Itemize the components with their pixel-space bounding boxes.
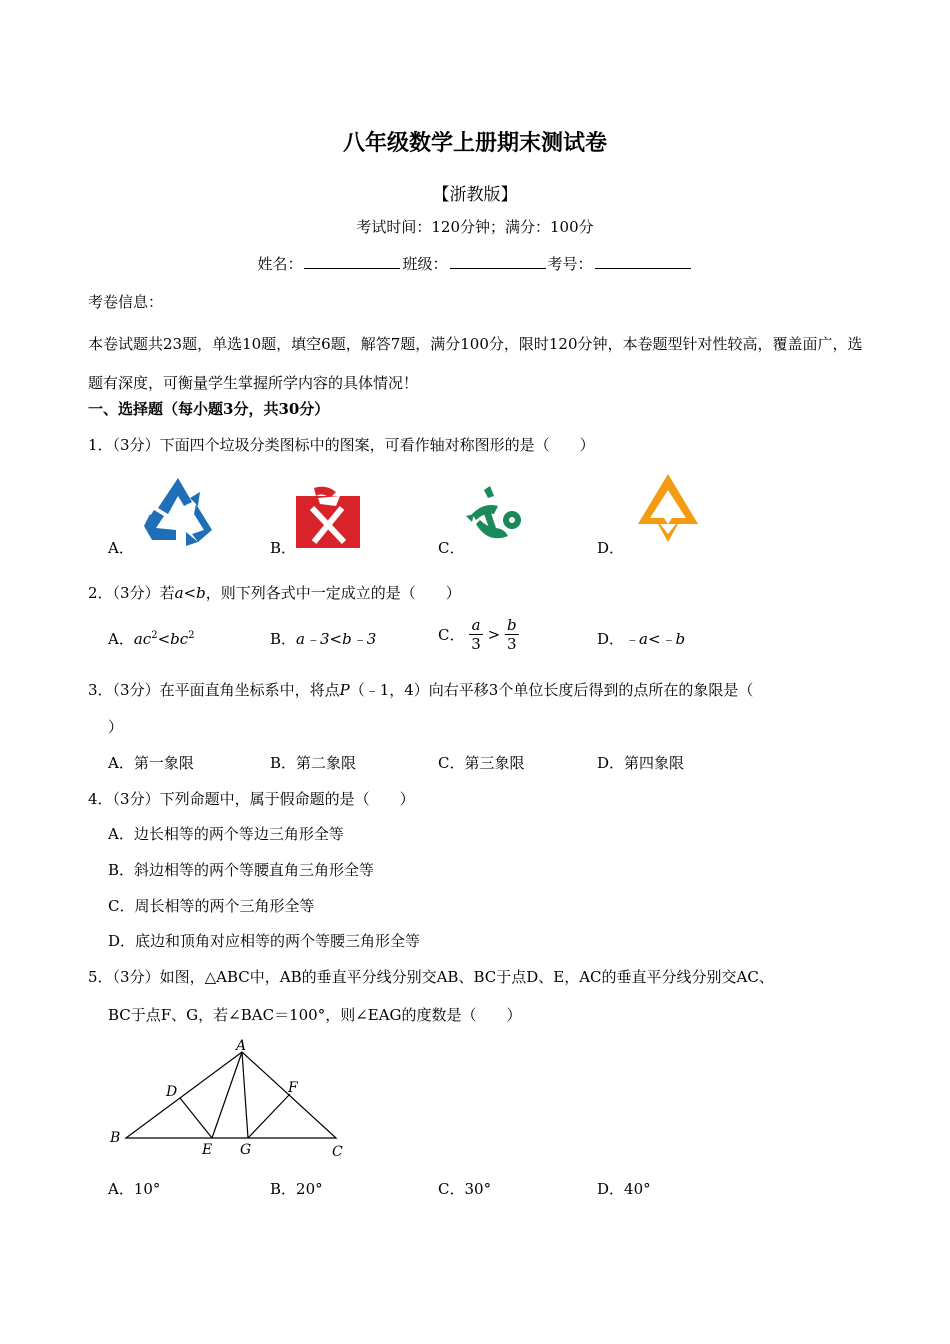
question-4-stem: 4．（3分）下列命题中，属于假命题的是（ ） [88, 790, 415, 808]
segment-fg [248, 1094, 290, 1138]
q2-option-d[interactable]: D．﹣a<﹣b [597, 630, 686, 648]
segment-de [180, 1098, 212, 1138]
q3-option-a[interactable]: A．第一象限 [108, 754, 194, 772]
q4-option-b[interactable]: B．斜边相等的两个等腰直角三角形全等 [108, 861, 375, 879]
id-label: 考号： [547, 255, 593, 273]
segment-ae [212, 1052, 242, 1138]
question-5-line1: 5．（3分）如图，△ABC中，AB的垂直平分线分别交AB、BC于点D、E，AC的垂直平分线分别交AC、 [88, 968, 774, 986]
q3-option-c[interactable]: C．第三象限 [438, 754, 525, 772]
segment-ag [242, 1052, 248, 1138]
question-5-line2: BC于点F、G，若∠BAC＝100°，则∠EAG的度数是（ ） [108, 1006, 522, 1024]
triangle-abc [126, 1052, 336, 1138]
q5-option-b[interactable]: B．20° [270, 1180, 323, 1198]
q1-option-b-label[interactable]: B． [270, 539, 297, 557]
recycle-icon [140, 474, 216, 548]
label-d: D [166, 1084, 178, 1100]
q1-option-c-label[interactable]: C． [438, 539, 465, 557]
name-field[interactable] [304, 254, 400, 269]
question-3-stem: 3．（3分）在平面直角坐标系中，将点P（﹣1，4）向右平移3个单位长度后得到的点所在的象限是（ [88, 681, 754, 699]
q2-option-b[interactable]: B．a﹣3<b﹣3 [270, 630, 377, 648]
class-field[interactable] [450, 254, 546, 269]
name-label: 姓名： [257, 255, 303, 273]
q2-option-a[interactable]: A．$ac^2<bc^2$ [108, 630, 195, 648]
student-fields [0, 253, 950, 274]
exam-info-label: 考卷信息： [88, 293, 164, 311]
q3-option-d[interactable]: D．第四象限 [597, 754, 685, 772]
q4-option-c[interactable]: C．周长相等的两个三角形全等 [108, 897, 315, 915]
q5-option-a[interactable]: A．10° [108, 1180, 161, 1198]
q1-option-a-label[interactable]: A． [108, 539, 134, 557]
class-label: 班级： [402, 255, 448, 273]
question-2-stem: 2．（3分）若a<b，则下列各式中一定成立的是（ ） [88, 584, 461, 602]
label-f: F [288, 1080, 298, 1096]
label-e: E [202, 1142, 213, 1158]
triangle-figure [108, 1036, 348, 1160]
id-field[interactable] [595, 254, 691, 269]
label-c: C [332, 1144, 343, 1160]
exam-time-info: 考试时间：120分钟；满分：100分 [356, 218, 594, 236]
other-waste-icon [636, 472, 700, 548]
q2-option-c[interactable]: C． $\frac{a}{3}$ > $\frac{b}{3}$ [438, 616, 517, 653]
question-3-stem-cont: ） [108, 718, 124, 736]
q1-option-d-label[interactable]: D． [597, 539, 625, 557]
exam-info-text: 本卷试题共23题，单选10题，填空6题，解答7题，满分100分，限时120分钟，本卷题型针对性较高，覆盖面广，选题有深度，可衡量学生掌握所学内容的具体情况！ [88, 335, 863, 392]
q4-option-d[interactable]: D．底边和顶角对应相等的两个等腰三角形全等 [108, 932, 421, 950]
exam-edition: 【浙教版】 [432, 185, 518, 205]
q4-option-a[interactable]: A．边长相等的两个等边三角形全等 [108, 825, 344, 843]
label-b: B [110, 1130, 121, 1146]
q5-option-d[interactable]: D．40° [597, 1180, 651, 1198]
label-a: A [236, 1038, 247, 1054]
kitchen-waste-icon [464, 484, 526, 546]
q5-option-c[interactable]: C．30° [438, 1180, 492, 1198]
question-1-stem: 1．（3分）下面四个垃圾分类图标中的图案，可看作轴对称图形的是（ ） [88, 436, 595, 454]
label-g: G [240, 1142, 252, 1158]
hazardous-waste-icon [296, 484, 360, 548]
q3-option-b[interactable]: B．第二象限 [270, 754, 357, 772]
exam-title: 八年级数学上册期末测试卷 [342, 130, 607, 156]
section-title: 一、选择题（每小题3分，共30分） [88, 400, 330, 418]
